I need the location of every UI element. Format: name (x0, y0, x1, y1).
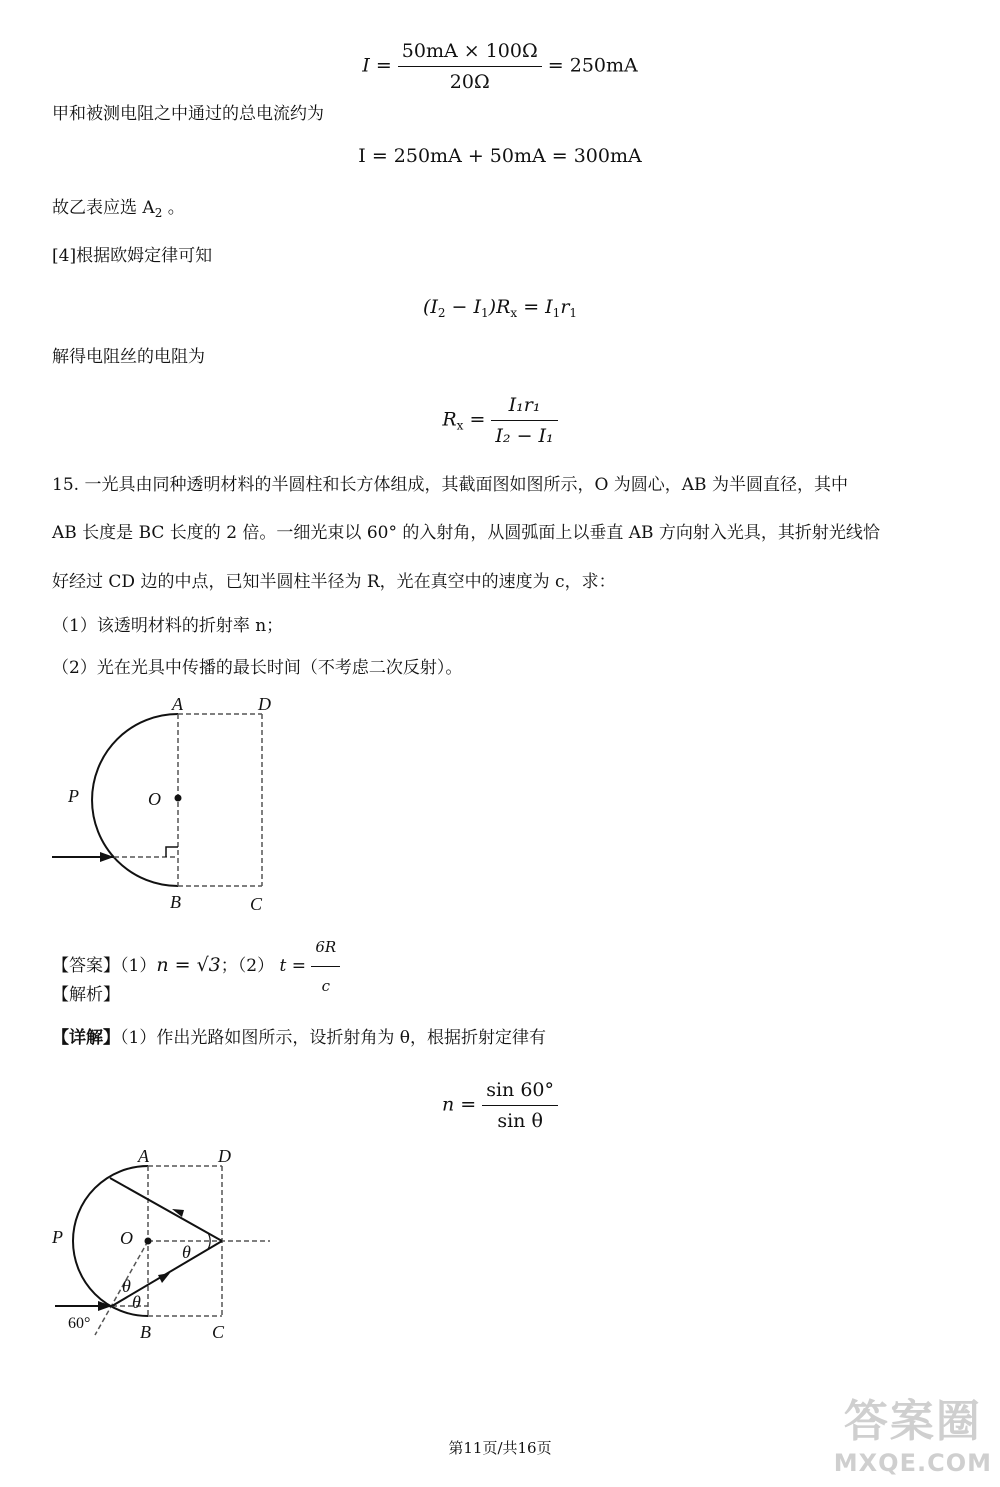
label-c: C (250, 894, 263, 914)
label-p: P (68, 786, 79, 806)
center-point (145, 1238, 152, 1245)
label-o: O (120, 1228, 133, 1248)
analysis-label: 【解析】 (52, 985, 120, 1005)
paragraph-choose-meter: 故乙表应选 $A_2$ 。 (52, 198, 185, 220)
label-o: O (148, 789, 161, 809)
label-theta-mid: θ (122, 1276, 131, 1296)
problem-line-2: AB 长度是 BC 长度的 2 倍。一细光束以 60° 的入射角，从圆弧面上以垂直 AB 方向射入光具，其折射光线恰 (52, 523, 880, 543)
equation-ohm: $(I_2 - I_1)R_x = I_1r_1$ (422, 296, 578, 320)
problem-line-1: 15. 一光具由同种透明材料的半圆柱和长方体组成，其截面图如图所示，O 为圆心，AB 为半圆直径，其中 (52, 475, 848, 495)
label-theta-bottom: θ (132, 1292, 141, 1312)
label-theta-top: θ (182, 1242, 191, 1262)
right-angle-mark (166, 847, 178, 857)
question-1: （1）该透明材料的折射率 n； (52, 616, 284, 636)
label-b: B (170, 892, 181, 912)
answer-line: 【答案】（1）n = √3；（2） t = $\frac{6R}{c}$ (52, 930, 340, 1003)
label-c: C (212, 1322, 225, 1342)
paragraph-total-current: 甲和被测电阻之中通过的总电流约为 (52, 104, 324, 124)
equation-total-current: I = 250mA + 50mA = 300mA (358, 145, 642, 167)
label-angle-60: 60° (68, 1315, 91, 1332)
label-d: D (218, 1146, 231, 1166)
paragraph-ohm-law: [4]根据欧姆定律可知 (52, 246, 213, 266)
center-point (175, 795, 182, 802)
figure-light-path (40, 1140, 340, 1345)
paragraph-solve-resistance: 解得电阻丝的电阻为 (52, 347, 205, 367)
fraction: $\frac{50mA \times 100\Omega}{20\Omega}$ (398, 38, 542, 95)
label-b: B (140, 1322, 151, 1342)
fraction: $\frac{\sin 60^\circ}{\text{sin θ}}$ (482, 1077, 558, 1134)
fraction: $\frac{6R}{c}$ (311, 930, 340, 1003)
question-2: （2）光在光具中传播的最长时间（不考虑二次反射）。 (52, 658, 463, 678)
problem-line-3: 好经过 CD 边的中点，已知半圆柱半径为 R，光在真空中的速度为 c，求： (52, 572, 616, 592)
figure-optical-device (40, 690, 320, 915)
equation-rx: $R_x$ = $\frac{\text{I₁r₁}}{\text{I₂ − I₁}}$ (0, 392, 1000, 449)
watermark-logo: 答案圈 MXQE.COM (833, 1396, 992, 1477)
label-a: A (138, 1146, 149, 1166)
label-p: P (52, 1227, 63, 1247)
equation-refraction: n = $\frac{\sin 60^\circ}{\text{sin θ}}$ (0, 1077, 1000, 1134)
equation-current-split: I = $\frac{50mA \times 100\Omega}{20\Omega}$ = 250mA (362, 40, 638, 93)
label-d: D (258, 694, 271, 714)
label-a: A (172, 694, 183, 714)
arrow-up-right-icon (158, 1273, 170, 1283)
page-footer: 第11页/共16页 (448, 1439, 552, 1457)
fraction: $\frac{\text{I₁r₁}}{\text{I₂ − I₁}}$ (491, 392, 557, 449)
detail-paragraph: 【详解】（1）作出光路如图所示，设折射角为 θ，根据折射定律有 (52, 1028, 546, 1048)
